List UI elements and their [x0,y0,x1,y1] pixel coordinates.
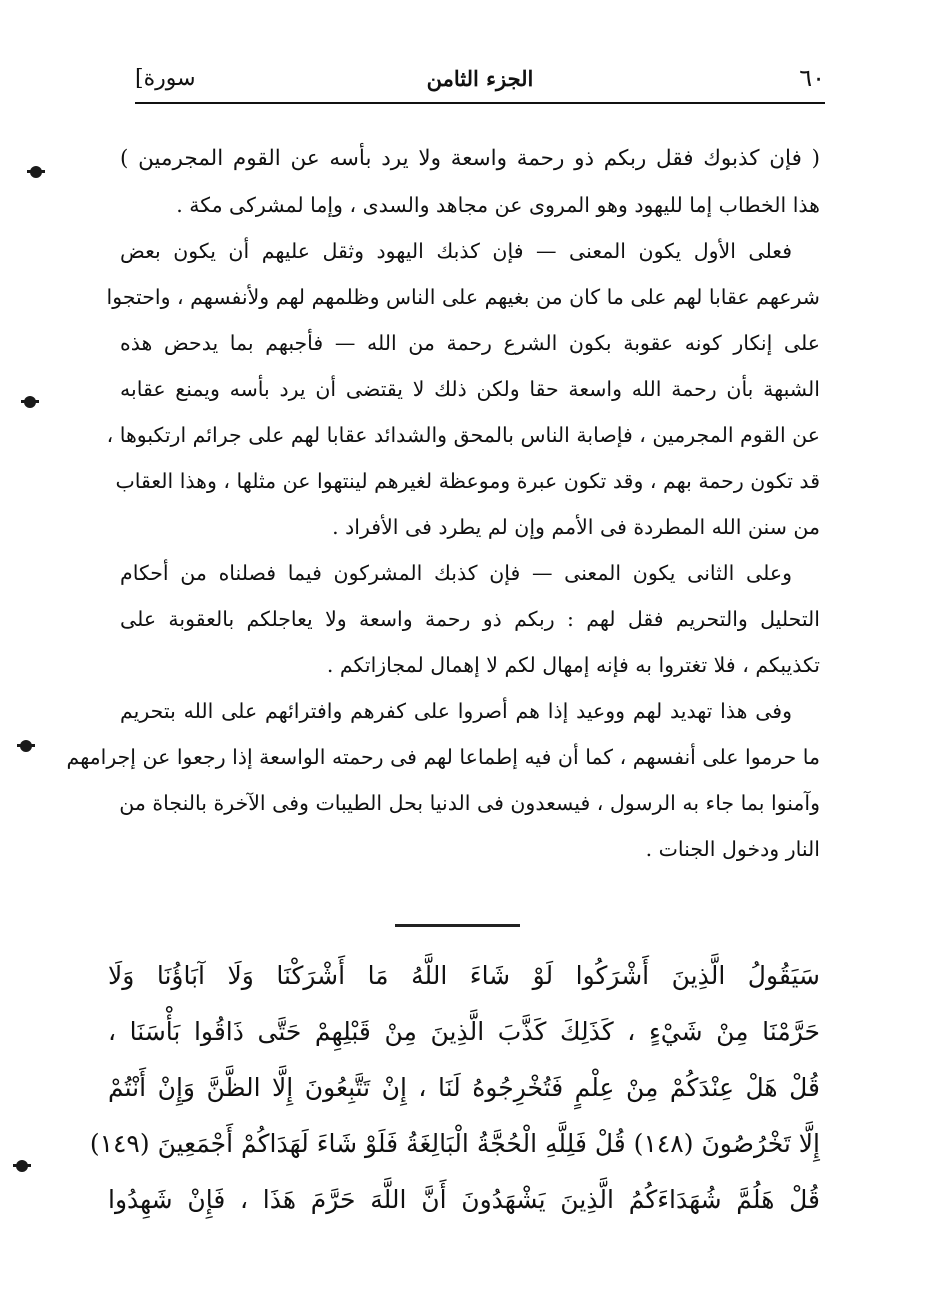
commentary-line: النار ودخول الجنات . [645,837,820,861]
scan-speck [30,166,42,178]
commentary-line: وفى هذا تهديد لهم ووعيد إذا هم أصروا على كفرهم وافترائهم على الله بتحريم [120,699,792,723]
commentary-line: من سنن الله المطردة فى الأمم وإن لم يطرد فى الأفراد . [332,515,820,539]
verse-line: سَيَقُولُ الَّذِينَ أَشْرَكُوا لَوْ شَاءَ اللَّهُ مَا أَشْرَكْنَا وَلَا آبَاؤُنَا وَلَا [108,961,820,990]
commentary-line: قد تكون رحمة بهم ، وقد تكون عبرة وموعظة لغيرهم لينتهوا عن مثلها ، وهذا العقاب [115,469,820,493]
verse-line: قُلْ هَلُمَّ شُهَدَاءَكُمُ الَّذِينَ يَشْهَدُونَ أَنَّ اللَّهَ حَرَّمَ هَذَا ، فَإِنْ شَهِدُوا [108,1185,820,1214]
part-title: الجزء الثامن [426,66,534,91]
scan-speck [24,396,36,408]
scan-speck [20,740,32,752]
commentary-line: وعلى الثانى يكون المعنى — فإن كذبك المشركون فيما فصلناه من أحكام [120,561,792,585]
commentary-line: عن القوم المجرمين ، فإصابة الناس بالمحق والشدائد عقابا لهم على جرائم ارتكبوها ، [106,423,820,447]
commentary-line: فعلى الأول يكون المعنى — فإن كذبك اليهود وثقل عليهم أن يكون بعض [120,239,792,263]
page-header [135,58,825,104]
verse-line: قُلْ هَلْ عِنْدَكُمْ مِنْ عِلْمٍ فَتُخْرِجُوهُ لَنَا ، إِنْ تَتَّبِعُونَ إِلَّا الظَّنَّ وَإِنْ أَنْتُمْ [108,1073,820,1102]
page-number: ٦٠ [799,64,825,92]
header-rule [135,102,825,104]
commentary-line: هذا الخطاب إما لليهود وهو المروى عن مجاهد والسدى ، وإما لمشركى مكة . [176,193,820,217]
commentary-line: ( فإن كذبوك فقل ربكم ذو رحمة واسعة ولا يرد بأسه عن القوم المجرمين ) [120,146,820,171]
commentary-line: ما حرموا على أنفسهم ، كما أن فيه إطماعا لهم فى رحمته الواسعة إذا رجعوا عن إجرامهم [66,745,820,769]
commentary-line: وآمنوا بما جاء به الرسول ، فيسعدون فى الدنيا بحل الطيبات وفى الآخرة بالنجاة من [119,791,820,815]
verse-line: حَرَّمْنَا مِنْ شَيْءٍ ، كَذَلِكَ كَذَّبَ الَّذِينَ مِنْ قَبْلِهِمْ حَتَّى ذَاقُوا بَأْسَنَا ، [108,1017,820,1046]
scan-speck [16,1160,28,1172]
commentary-line: التحليل والتحريم فقل لهم : ربكم ذو رحمة واسعة ولا يعاجلكم بالعقوبة على [120,607,820,631]
commentary-line: تكذيبكم ، فلا تغتروا به فإنه إمهال لكم لا إهمال لمجازاتكم . [326,653,820,677]
quran-verses [89,948,820,1228]
commentary-line: شرعهم عقابا لهم على ما كان من بغيهم على الناس وظلمهم لهم ولأنفسهم ، واحتجوا [106,285,820,309]
surah-label: [سورة [135,66,196,91]
verse-line: إِلَّا تَخْرُصُونَ (١٤٨) قُلْ فَلِلَّهِ الْحُجَّةُ الْبَالِغَةُ فَلَوْ شَاءَ لَهَدَاكُمْ أَجْمَعِينَ (١٤٩) [89,1129,820,1158]
section-divider [395,924,520,927]
commentary-line: الشبهة بأن رحمة الله واسعة حقا ولكن ذلك لا يقتضى أن يرد بأسه ويمنع عقابه [120,377,820,401]
commentary-text [66,136,820,872]
commentary-line: على إنكار كونه عقوبة بكون الشرع رحمة من الله — فأجبهم بما يدحض هذه [120,331,820,355]
